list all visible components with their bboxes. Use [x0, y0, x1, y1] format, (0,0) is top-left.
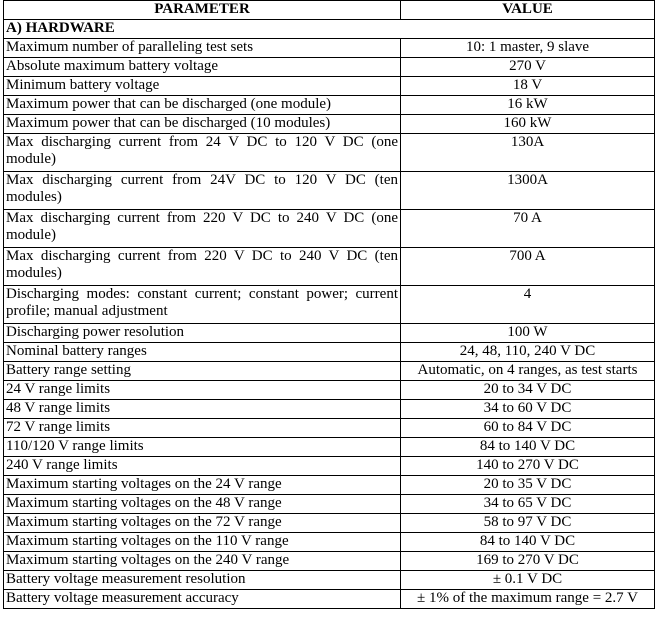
- value-cell: 100 W: [401, 324, 655, 343]
- table-row: [4, 381, 655, 400]
- table-row: [4, 115, 655, 134]
- value-cell: 60 to 84 V DC: [401, 419, 655, 438]
- parameter-cell: Max discharging current from 24V DC to 120 V DC (ten modules): [4, 172, 401, 210]
- parameter-cell: Max discharging current from 24 V DC to 120 V DC (one module): [4, 134, 401, 172]
- section-title: A) HARDWARE: [4, 20, 655, 39]
- table-row: [4, 457, 655, 476]
- table-row: [4, 571, 655, 590]
- table-row: [4, 134, 655, 172]
- parameter-cell: Nominal battery ranges: [4, 343, 401, 362]
- value-cell: 24, 48, 110, 240 V DC: [401, 343, 655, 362]
- table-row: [4, 419, 655, 438]
- value-cell: ± 1% of the maximum range = 2.7 V: [401, 590, 655, 609]
- table-row: [4, 495, 655, 514]
- value-cell: 70 A: [401, 210, 655, 248]
- parameter-cell: Maximum starting voltages on the 110 V range: [4, 533, 401, 552]
- table-header-row: [4, 1, 655, 20]
- value-cell: 16 kW: [401, 96, 655, 115]
- parameter-cell: Battery voltage measurement resolution: [4, 571, 401, 590]
- value-cell: Automatic, on 4 ranges, as test starts: [401, 362, 655, 381]
- parameter-cell: Maximum starting voltages on the 24 V range: [4, 476, 401, 495]
- table-row: [4, 590, 655, 609]
- parameter-cell: Maximum starting voltages on the 240 V range: [4, 552, 401, 571]
- parameter-cell: Max discharging current from 220 V DC to 240 V DC (ten modules): [4, 248, 401, 286]
- table-row: [4, 552, 655, 571]
- value-cell: ± 0.1 V DC: [401, 571, 655, 590]
- parameter-cell: 72 V range limits: [4, 419, 401, 438]
- specifications-table: [3, 0, 655, 609]
- parameter-cell: Battery voltage measurement accuracy: [4, 590, 401, 609]
- parameter-cell: Max discharging current from 220 V DC to 240 V DC (one module): [4, 210, 401, 248]
- value-cell: 140 to 270 V DC: [401, 457, 655, 476]
- value-cell: 34 to 65 V DC: [401, 495, 655, 514]
- table-row: [4, 96, 655, 115]
- parameter-cell: Minimum battery voltage: [4, 77, 401, 96]
- parameter-cell: Discharging modes: constant current; constant power; current profile; manual adjustment: [4, 286, 401, 324]
- table-row: [4, 77, 655, 96]
- value-cell: 1300A: [401, 172, 655, 210]
- table-row: [4, 210, 655, 248]
- parameter-cell: Battery range setting: [4, 362, 401, 381]
- parameter-cell: Absolute maximum battery voltage: [4, 58, 401, 77]
- parameter-cell: Maximum starting voltages on the 48 V range: [4, 495, 401, 514]
- value-cell: 4: [401, 286, 655, 324]
- parameter-cell: 24 V range limits: [4, 381, 401, 400]
- parameter-cell: Maximum power that can be discharged (one module): [4, 96, 401, 115]
- table-row: [4, 343, 655, 362]
- table-row: [4, 324, 655, 343]
- table-row: [4, 476, 655, 495]
- parameter-cell: 240 V range limits: [4, 457, 401, 476]
- parameter-cell: Maximum power that can be discharged (10 modules): [4, 115, 401, 134]
- value-cell: 20 to 34 V DC: [401, 381, 655, 400]
- value-cell: 169 to 270 V DC: [401, 552, 655, 571]
- table-row: [4, 286, 655, 324]
- value-cell: 34 to 60 V DC: [401, 400, 655, 419]
- table-row: [4, 39, 655, 58]
- value-cell: 18 V: [401, 77, 655, 96]
- table-row: [4, 438, 655, 457]
- table-row: [4, 400, 655, 419]
- value-cell: 20 to 35 V DC: [401, 476, 655, 495]
- table-row: [4, 514, 655, 533]
- table-row: [4, 58, 655, 77]
- value-cell: 58 to 97 V DC: [401, 514, 655, 533]
- parameter-cell: 48 V range limits: [4, 400, 401, 419]
- value-cell: 700 A: [401, 248, 655, 286]
- parameter-cell: 110/120 V range limits: [4, 438, 401, 457]
- parameter-cell: Maximum number of paralleling test sets: [4, 39, 401, 58]
- section-row: [4, 20, 655, 39]
- value-cell: 270 V: [401, 58, 655, 77]
- value-cell: 84 to 140 V DC: [401, 533, 655, 552]
- parameter-cell: Maximum starting voltages on the 72 V range: [4, 514, 401, 533]
- table-row: [4, 362, 655, 381]
- value-column-header: VALUE: [401, 1, 655, 20]
- table-row: [4, 248, 655, 286]
- parameter-column-header: PARAMETER: [4, 1, 401, 20]
- parameter-cell: Discharging power resolution: [4, 324, 401, 343]
- value-cell: 84 to 140 V DC: [401, 438, 655, 457]
- table-row: [4, 172, 655, 210]
- value-cell: 160 kW: [401, 115, 655, 134]
- value-cell: 10: 1 master, 9 slave: [401, 39, 655, 58]
- value-cell: 130A: [401, 134, 655, 172]
- table-row: [4, 533, 655, 552]
